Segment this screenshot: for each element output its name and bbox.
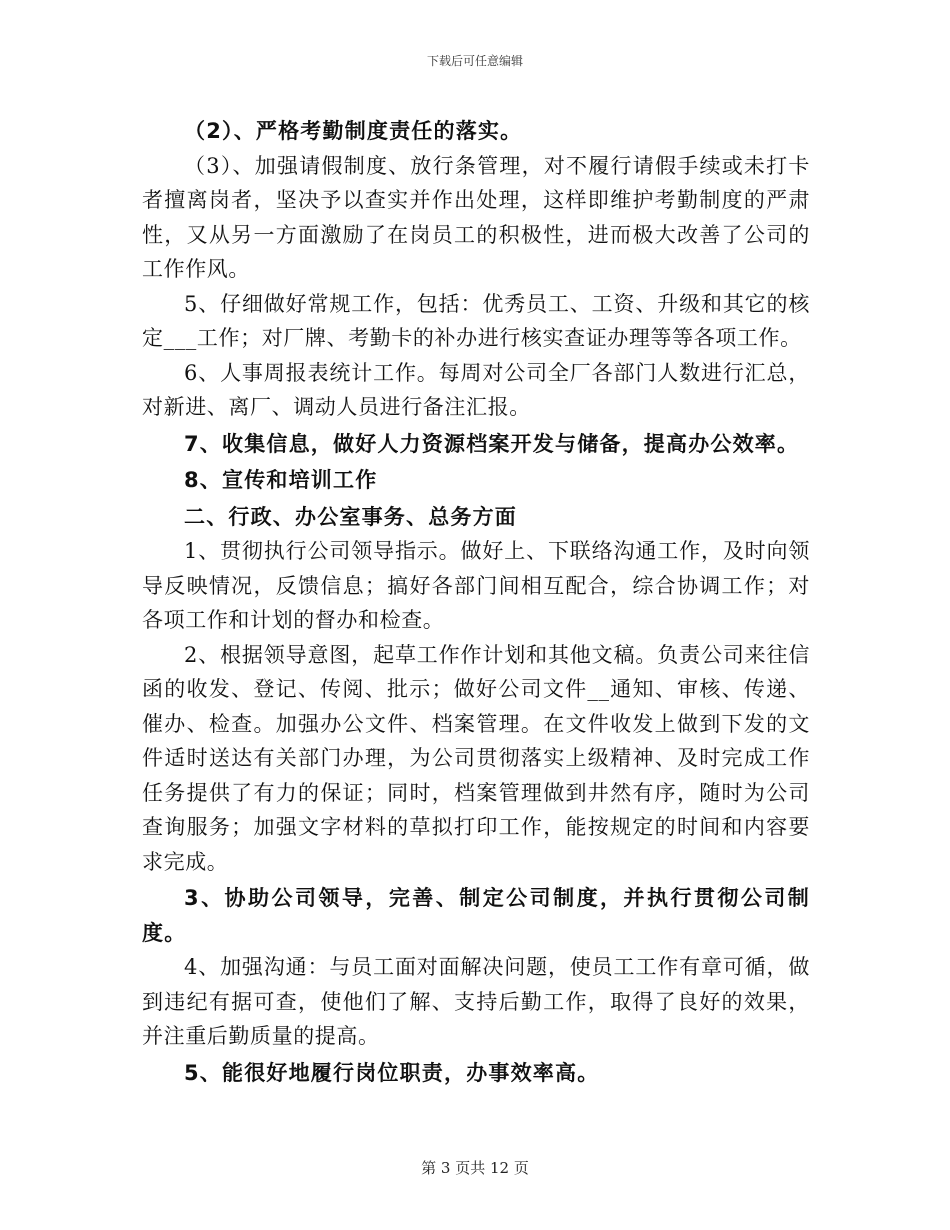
paragraph-hr-archive: 7、收集信息，做好人力资源档案开发与储备，提高办公效率。 xyxy=(184,431,800,456)
document-body xyxy=(142,112,810,1090)
paragraph-leadership-instructions: 1、贯彻执行公司领导指示。做好上、下联络沟通工作，及时向领导反映情况，反馈信息；搞好各部门间相互配合，综合协调工作；对各项工作和计划的督办和检查。 xyxy=(142,539,810,632)
paragraph-leave-management: （3）、加强请假制度、放行条管理，对不履行请假手续或未打卡者擅离岗者，坚决予以查实并作出处理，这样即维护考勤制度的严肃性，又从另一方面激励了在岗员工的积极性，进而极大改善了公司的工作作风。 xyxy=(142,153,810,281)
page-footer: 第 3 页共 12 页 xyxy=(421,1159,529,1177)
section-heading-admin: 二、行政、办公室事务、总务方面 xyxy=(184,504,517,529)
paragraph-routine-work: 5、仔细做好常规工作，包括：优秀员工、工资、升级和其它的核定___工作；对厂牌、考勤卡的补办进行核实查证办理等等各项工作。 xyxy=(142,291,810,350)
page-header: 下载后可任意编辑 xyxy=(426,54,523,68)
paragraph-attendance-responsibility: （2）、严格考勤制度责任的落实。 xyxy=(184,119,523,143)
paragraph-weekly-report: 6、人事周报表统计工作。每周对公司全厂各部门人数进行汇总，对新进、离厂、调动人员进行备注汇报。 xyxy=(142,360,810,419)
paragraph-job-duties: 5、能很好地履行岗位职责，办事效率高。 xyxy=(184,1060,600,1085)
paragraph-drafting-documents: 2、根据领导意图，起草工作作计划和其他文稿。负责公司来往信函的收发、登记、传阅、批示；做好公司文件__通知、审核、传递、催办、检查。加强办公文件、档案管理。在文件收发上做到下发的文件适时送达有关部门办理，为公司贯彻落实上级精神、及时完成工作任务提供了有力的保证；同时，档案管理做到井然有序，随时为公司查询服务；加强文字材料的草拟打印工作，能按规定的时间和内容要求完成。 xyxy=(142,642,810,874)
paragraph-communication: 4、加强沟通：与员工面对面解决问题，使员工工作有章可循，做到违纪有据可查，使他们了解、支持后勤工作，取得了良好的效果，并注重后勤质量的提高。 xyxy=(142,955,810,1048)
paragraph-training: 8、宣传和培训工作 xyxy=(184,468,378,492)
paragraph-company-rules: 3、协助公司领导，完善、制定公司制度，并执行贯彻公司制度。 xyxy=(142,886,810,945)
